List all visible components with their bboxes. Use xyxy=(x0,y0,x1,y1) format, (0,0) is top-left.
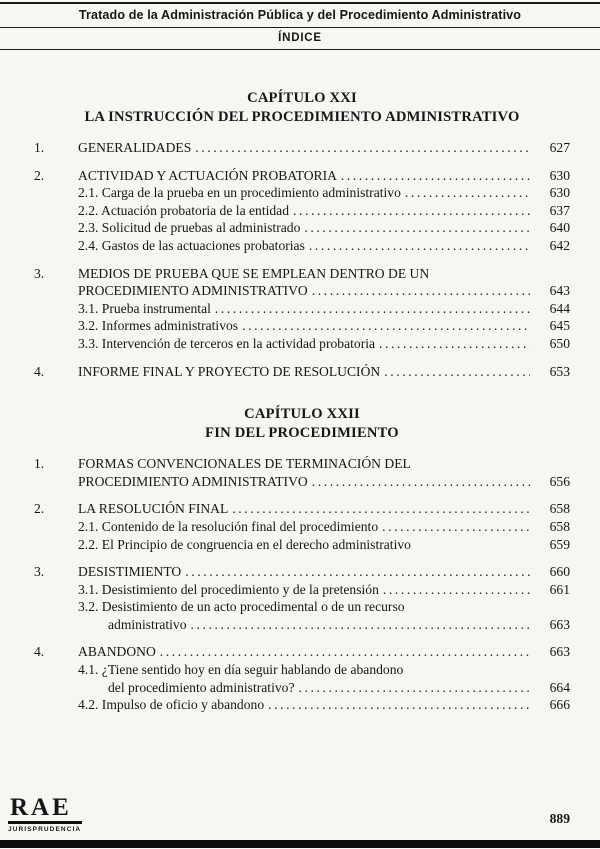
dot-leader xyxy=(312,473,530,491)
toc-row xyxy=(34,500,570,518)
entry-text: LA RESOLUCIÓN FINAL xyxy=(78,501,229,517)
dot-leader xyxy=(195,139,530,157)
entry-text: INFORME FINAL Y PROYECTO DE RESOLUCIÓN xyxy=(78,363,381,379)
entry-page: 661 xyxy=(549,581,570,597)
toc-row xyxy=(34,643,570,661)
entry-page: 666 xyxy=(549,697,570,713)
toc-row xyxy=(34,219,570,237)
dot-leader xyxy=(293,202,530,220)
entry-page: 640 xyxy=(549,220,570,236)
toc xyxy=(0,50,600,714)
toc-row xyxy=(34,536,570,554)
entry-page: 630 xyxy=(549,185,570,201)
entry-page: 642 xyxy=(549,237,570,253)
dot-leader xyxy=(160,643,530,661)
dot-leader xyxy=(268,696,530,714)
toc-row xyxy=(34,167,570,185)
entry-text: 2.2. Actuación probatoria de la entidad xyxy=(78,202,290,218)
book-title: Tratado de la Administración Pública y del Procedimiento Administrativo xyxy=(78,8,522,22)
entry-page: 643 xyxy=(549,283,570,299)
dot-leader xyxy=(242,317,530,335)
entry-text: 4.1. ¿Tiene sentido hoy en día seguir hablando de abandono xyxy=(78,662,404,678)
entry-page: 660 xyxy=(549,564,570,580)
toc-row xyxy=(34,317,570,335)
entry-text: 4.2. Impulso de oficio y abandono xyxy=(78,697,265,713)
entry-text: ACTIVIDAD Y ACTUACIÓN PROBATORIA xyxy=(78,167,337,183)
entry-text: 3.2. Desistimiento de un acto procedimental o de un recurso xyxy=(78,599,405,615)
entry-text: PROCEDIMIENTO ADMINISTRATIVO xyxy=(78,473,308,489)
dot-leader xyxy=(191,616,530,634)
entry-page: 645 xyxy=(549,318,570,334)
toc-row xyxy=(34,363,570,381)
entry-page: 663 xyxy=(549,644,570,660)
entry-text: 2.1. Contenido de la resolución final del procedimiento xyxy=(78,518,379,534)
entry-page: 659 xyxy=(549,536,570,552)
dot-leader xyxy=(341,167,530,185)
toc-row xyxy=(34,335,570,353)
dot-leader xyxy=(312,282,530,300)
dot-leader xyxy=(382,518,530,536)
entry-text: 3.1. Prueba instrumental xyxy=(78,300,211,316)
chapter-heading xyxy=(34,405,570,443)
chapter-number: CAPÍTULO XXI xyxy=(247,90,357,106)
entry-page: 637 xyxy=(549,202,570,218)
entry-page: 658 xyxy=(549,501,570,517)
dot-leader xyxy=(405,184,530,202)
toc-row xyxy=(34,616,570,634)
entry-text: 2.4. Gastos de las actuaciones probatorias xyxy=(78,237,305,253)
toc-row xyxy=(34,696,570,714)
toc-row xyxy=(34,473,570,491)
page-header xyxy=(0,0,600,50)
publisher-logo-text: RAE xyxy=(8,796,82,824)
entry-page: 653 xyxy=(549,363,570,379)
toc-row xyxy=(34,184,570,202)
chapter-title: FIN DEL PROCEDIMIENTO xyxy=(205,425,399,442)
entry-number: 4. xyxy=(34,363,45,379)
entry-text: DESISTIMIENTO xyxy=(78,564,182,580)
chapter-title: LA INSTRUCCIÓN DEL PROCEDIMIENTO ADMINISTRATIVO xyxy=(84,109,520,125)
entry-text: 3.3. Intervención de terceros en la actividad probatoria xyxy=(78,335,376,351)
toc-row xyxy=(34,518,570,536)
entry-page: 658 xyxy=(549,518,570,534)
entry-text: MEDIOS DE PRUEBA QUE SE EMPLEAN DENTRO DE UN xyxy=(78,265,430,281)
toc-row xyxy=(34,679,570,697)
bottom-bar xyxy=(0,840,600,848)
toc-row xyxy=(34,661,570,679)
chapter-number: CAPÍTULO XXII xyxy=(244,406,360,423)
entry-page: 630 xyxy=(549,167,570,183)
entry-text: del procedimiento administrativo? xyxy=(108,679,295,695)
entry-text: PROCEDIMIENTO ADMINISTRATIVO xyxy=(78,283,308,299)
toc-row xyxy=(34,563,570,581)
entry-text: GENERALIDADES xyxy=(78,140,192,155)
entry-page: 650 xyxy=(549,335,570,351)
entry-page: 663 xyxy=(549,616,570,632)
toc-row xyxy=(34,581,570,599)
entry-number: 3. xyxy=(34,564,45,580)
index-heading: ÍNDICE xyxy=(278,32,322,44)
dot-leader xyxy=(298,679,530,697)
entry-number: 2. xyxy=(34,501,45,517)
dot-leader xyxy=(185,563,530,581)
publisher-logo xyxy=(8,796,82,833)
publisher-logo-subtext: JURISPRUDENCIA xyxy=(8,826,82,833)
entry-page: 627 xyxy=(549,140,570,155)
dot-leader xyxy=(215,300,530,318)
entry-text: 2.2. El Principio de congruencia en el derecho administrativo xyxy=(78,536,411,552)
toc-row xyxy=(34,282,570,300)
entry-text: FORMAS CONVENCIONALES DE TERMINACIÓN DEL xyxy=(78,456,411,472)
toc-row xyxy=(34,237,570,255)
toc-row xyxy=(34,265,570,283)
entry-page: 656 xyxy=(549,473,570,489)
dot-leader xyxy=(384,363,530,381)
toc-row xyxy=(34,202,570,220)
entry-number: 3. xyxy=(34,265,45,281)
entry-text: 2.3. Solicitud de pruebas al administrado xyxy=(78,220,301,236)
entry-number: 4. xyxy=(34,644,45,660)
toc-row xyxy=(34,455,570,473)
entry-page: 644 xyxy=(549,300,570,316)
entry-text: 2.1. Carga de la prueba en un procedimiento administrativo xyxy=(78,185,401,201)
chapter-heading xyxy=(34,89,570,127)
dot-leader xyxy=(383,581,530,599)
entry-number: 1. xyxy=(34,456,45,472)
entry-text: 3.1. Desistimiento del procedimiento y de la pretensión xyxy=(78,581,379,597)
toc-row xyxy=(34,139,570,157)
dot-leader xyxy=(379,335,530,353)
entry-text: 3.2. Informes administrativos xyxy=(78,318,239,334)
page-number: 889 xyxy=(549,811,570,826)
dot-leader xyxy=(304,219,530,237)
entry-text: ABANDONO xyxy=(78,644,156,660)
entry-text: administrativo xyxy=(108,616,187,632)
entry-number: 2. xyxy=(34,167,45,183)
entry-page: 664 xyxy=(549,679,570,695)
dot-leader xyxy=(232,500,530,518)
entry-number: 1. xyxy=(34,140,45,155)
dot-leader xyxy=(309,237,530,255)
toc-row xyxy=(34,300,570,318)
toc-row xyxy=(34,598,570,616)
